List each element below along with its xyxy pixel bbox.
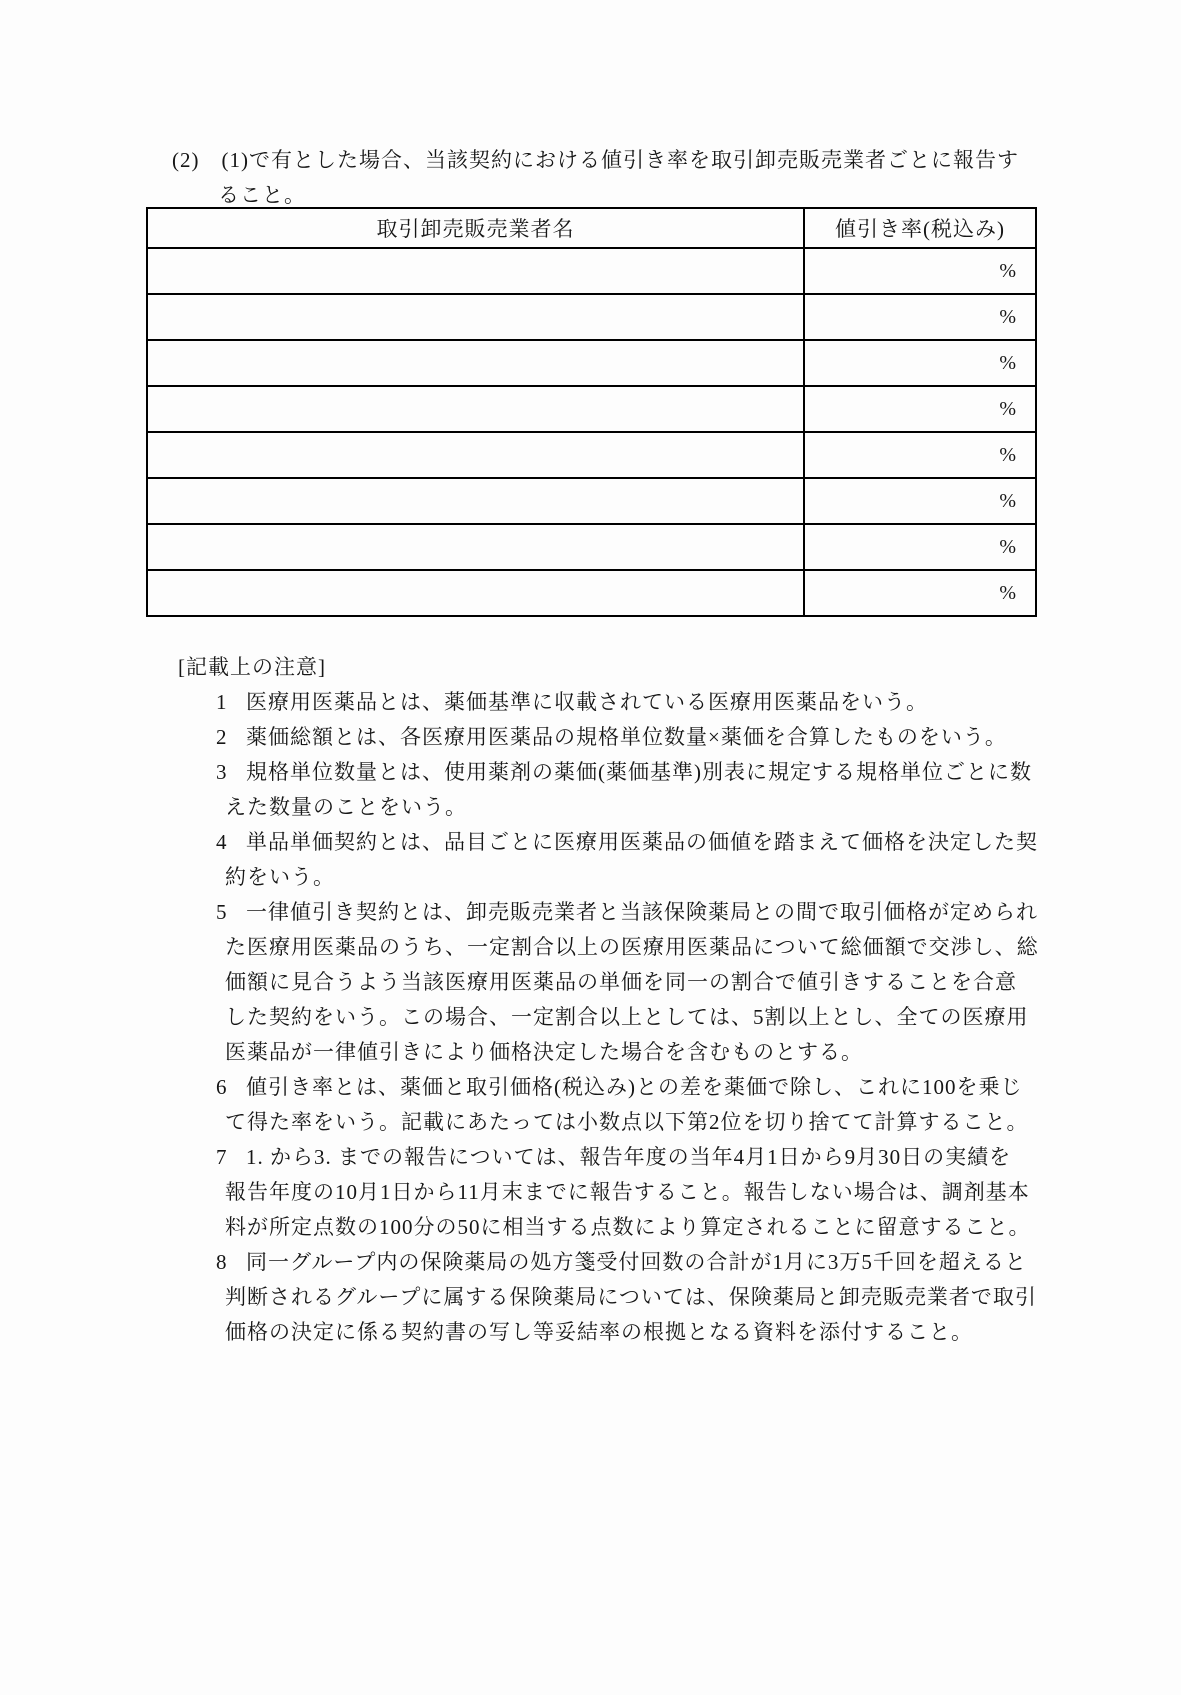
note-line: 1. から3. までの報告については、報告年度の当年4月1日から9月30日の実績を [246, 1145, 1012, 1169]
note-number: 3 [216, 760, 228, 784]
note-line: て得た率をいう。記載にあたっては小数点以下第2位を切り捨てて計算すること。 [225, 1110, 1029, 1134]
table-row [147, 248, 1036, 294]
note-first-line [216, 1140, 1039, 1175]
notes-heading: [記載上の注意] [178, 655, 326, 679]
note-item [178, 825, 1039, 895]
discount-rate-cell: % [804, 432, 1036, 478]
discount-rate-cell: % [804, 294, 1036, 340]
column-header-wholesaler-name: 取引卸売販売業者名 [147, 208, 804, 248]
note-line: 同一グループ内の保険薬局の処方箋受付回数の合計が1月に3万5千回を超えると [246, 1250, 1027, 1274]
column-header-discount-rate: 値引き率(税込み) [804, 208, 1036, 248]
note-line: 判断されるグループに属する保険薬局については、保険薬局と卸売販売業者で取引 [225, 1285, 1037, 1309]
note-first-line [216, 825, 1039, 860]
note-first-line [216, 895, 1039, 930]
note-line: 規格単位数量とは、使用薬剤の薬価(薬価基準)別表に規定する規格単位ごとに数 [246, 760, 1032, 784]
wholesaler-name-cell [147, 570, 804, 616]
table-header-row [147, 208, 1036, 248]
note-line: 価格の決定に係る契約書の写し等妥結率の根拠となる資料を添付すること。 [225, 1320, 973, 1344]
note-number: 8 [216, 1250, 228, 1274]
discount-rate-cell: % [804, 340, 1036, 386]
wholesaler-name-cell [147, 432, 804, 478]
table-row [147, 478, 1036, 524]
table-row [147, 294, 1036, 340]
wholesaler-name-cell [147, 340, 804, 386]
discount-rate-cell: % [804, 478, 1036, 524]
intro-line: ること。 [218, 183, 306, 207]
note-line: た医療用医薬品のうち、一定割合以上の医療用医薬品について総価額で交渉し、総 [225, 935, 1039, 959]
note-number: 2 [216, 725, 228, 749]
notes-section [178, 650, 1039, 1350]
discount-rate-table [146, 207, 1037, 617]
note-line: えた数量のことをいう。 [225, 795, 467, 819]
wholesaler-name-cell [147, 248, 804, 294]
note-item [178, 720, 1039, 755]
note-line: 一律値引き契約とは、卸売販売業者と当該保険薬局との間で取引価格が定められ [246, 900, 1038, 924]
note-item [178, 1140, 1039, 1245]
table-row [147, 386, 1036, 432]
note-line: 値引き率とは、薬価と取引価格(税込み)との差を薬価で除し、これに100を乗じ [246, 1075, 1023, 1099]
note-line: 薬価総額とは、各医療用医薬品の規格単位数量×薬価を合算したものをいう。 [246, 725, 1007, 749]
intro-paragraph [172, 143, 1019, 213]
discount-rate-cell: % [804, 570, 1036, 616]
note-item [178, 1070, 1039, 1140]
note-first-line [216, 755, 1039, 790]
wholesaler-name-cell [147, 386, 804, 432]
note-number: 7 [216, 1145, 228, 1169]
note-first-line [216, 720, 1039, 755]
note-line: 約をいう。 [225, 865, 335, 889]
note-item [178, 895, 1039, 1070]
wholesaler-name-cell [147, 294, 804, 340]
table-row [147, 570, 1036, 616]
note-item [178, 685, 1039, 720]
note-number: 6 [216, 1075, 228, 1099]
intro-line: (2) (1)で有とした場合、当該契約における値引き率を取引卸売販売業者ごとに報告す [172, 148, 1019, 172]
wholesaler-name-cell [147, 478, 804, 524]
table-row [147, 524, 1036, 570]
note-number: 4 [216, 830, 228, 854]
note-line: 価額に見合うよう当該医療用医薬品の単価を同一の割合で値引きすることを合意 [225, 970, 1017, 994]
notes-list [178, 685, 1039, 1350]
table-row [147, 340, 1036, 386]
note-first-line [216, 685, 1039, 720]
note-line: 報告年度の10月1日から11月末までに報告すること。報告しない場合は、調剤基本 [225, 1180, 1030, 1204]
note-number: 1 [216, 690, 228, 714]
note-item [178, 755, 1039, 825]
note-first-line [216, 1245, 1039, 1280]
note-line: 料が所定点数の100分の50に相当する点数により算定されることに留意すること。 [225, 1215, 1031, 1239]
note-line: 単品単価契約とは、品目ごとに医療用医薬品の価値を踏まえて価格を決定した契 [246, 830, 1038, 854]
discount-rate-cell: % [804, 524, 1036, 570]
wholesaler-name-cell [147, 524, 804, 570]
discount-rate-cell: % [804, 386, 1036, 432]
discount-rate-cell: % [804, 248, 1036, 294]
note-item [178, 1245, 1039, 1350]
note-line: 医薬品が一律値引きにより価格決定した場合を含むものとする。 [225, 1040, 863, 1064]
table-row [147, 432, 1036, 478]
note-number: 5 [216, 900, 228, 924]
note-line: 医療用医薬品とは、薬価基準に収載されている医療用医薬品をいう。 [246, 690, 928, 714]
note-first-line [216, 1070, 1039, 1105]
note-line: した契約をいう。この場合、一定割合以上としては、5割以上とし、全ての医療用 [225, 1005, 1029, 1029]
